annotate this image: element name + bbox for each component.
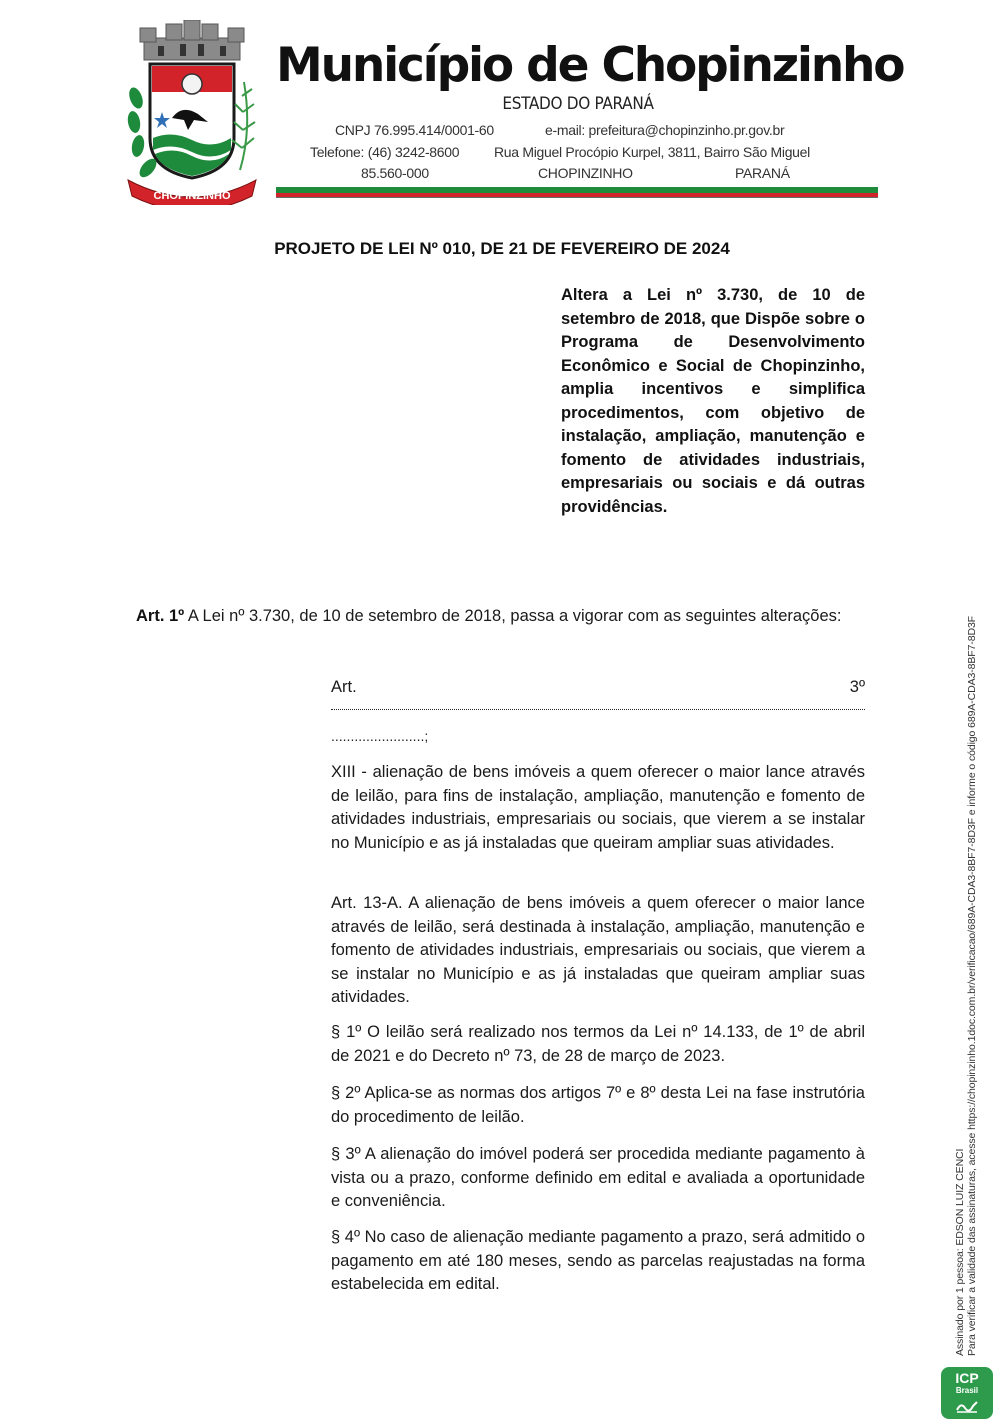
article-3-heading — [331, 676, 865, 698]
paragraph-4: § 4º No caso de alienação mediante pagamento a prazo, será admitido o pagamento em até 180 meses, sendo as parcelas reajustadas na forma estabelecida em edital. — [331, 1228, 865, 1293]
header-cep: 85.560-000 — [361, 165, 429, 181]
organization-name: Município de Chopinzinho — [276, 38, 904, 93]
paragraph-3: § 3º A alienação do imóvel poderá ser procedida mediante pagamento à vista ou a prazo, conforme definido em edital e avaliada a oportunidade e conveniência. — [331, 1145, 865, 1210]
header-email: e-mail: prefeitura@chopinzinho.pr.gov.br — [545, 122, 785, 138]
organization-state: ESTADO DO PARANÁ — [502, 94, 654, 114]
signature-verify-link[interactable]: Para verificar a validade das assinaturas, acesse https://chopinzinho.1doc.com.br/verificacao/689A-CDA3-8BF7-8D3F e informe o código 689A-CDA3-8BF7-8D3F — [966, 616, 978, 1356]
header-uf: PARANÁ — [735, 165, 790, 181]
article-3-number: 3º — [849, 678, 865, 696]
article-1-text: A Lei nº 3.730, de 10 de setembro de 2018, passa a vigorar com as seguintes alterações: — [184, 607, 842, 625]
omission-dots-line — [331, 706, 865, 710]
crest-ribbon-text: CHOPINZINHO — [153, 190, 231, 202]
municipal-crest-logo — [122, 20, 262, 205]
icp-badge-bottom: Brasil — [955, 1386, 979, 1395]
header-city: CHOPINZINHO — [538, 165, 633, 181]
article-13a: Art. 13-A. A alienação de bens imóveis a quem oferecer o maior lance através de leilão, será destinada à instalação, ampliação, manutenção e fomento de atividades industriais, empresariais ou sociais, que vierem a se instalar no Município e as já instaladas que queiram ampliar suas atividades. — [331, 894, 865, 1006]
paragraph-2: § 2º Aplica-se as normas dos artigos 7º e 8º desta Lei na fase instrutória do procedimento de leilão. — [331, 1084, 865, 1126]
signature-signed-by: Assinado por 1 pessoa: EDSON LUIZ CENCI — [954, 1148, 966, 1356]
header-cnpj: CNPJ 76.995.414/0001-60 — [335, 122, 494, 138]
icp-brasil-badge — [941, 1367, 993, 1419]
header-divider-thin — [276, 197, 878, 198]
icp-badge-top: ICP — [955, 1370, 979, 1386]
header-phone: Telefone: (46) 3242-8600 — [310, 144, 460, 160]
inciso-xiii: XIII - alienação de bens imóveis a quem oferecer o maior lance através de leilão, para fins de instalação, ampliação, manutenção e fomento de atividades industriais, empresariais ou sociais, que vierem a se instalar no Município e as já instaladas que queiram ampliar suas atividades. — [331, 763, 865, 852]
signature-pen-icon — [955, 1398, 979, 1414]
document-ementa: Altera a Lei nº 3.730, de 10 de setembro de 2018, que Dispõe sobre o Programa de Desenvolvimento Econômico e Social de Chopinzinho, amplia incentivos e simplifica procedimentos, com objetivo de instalação, ampliação, manutenção e fomento de atividades industriais, empresariais ou sociais e dá outras providências. — [561, 286, 865, 516]
article-1-label: Art. 1º — [136, 607, 185, 625]
paragraph-1: § 1º O leilão será realizado nos termos da Lei nº 14.133, de 1º de abril de 2021 e do Decreto nº 73, de 28 de março de 2023. — [331, 1023, 865, 1065]
document-title: PROJETO DE LEI Nº 010, DE 21 DE FEVEREIRO DE 2024 — [274, 239, 730, 258]
omission-dots-short: ........................; — [331, 728, 429, 744]
article-3-label: Art. — [331, 678, 357, 696]
article-1 — [136, 600, 866, 632]
header-address: Rua Miguel Procópio Kurpel, 3811, Bairro São Miguel — [494, 144, 810, 160]
